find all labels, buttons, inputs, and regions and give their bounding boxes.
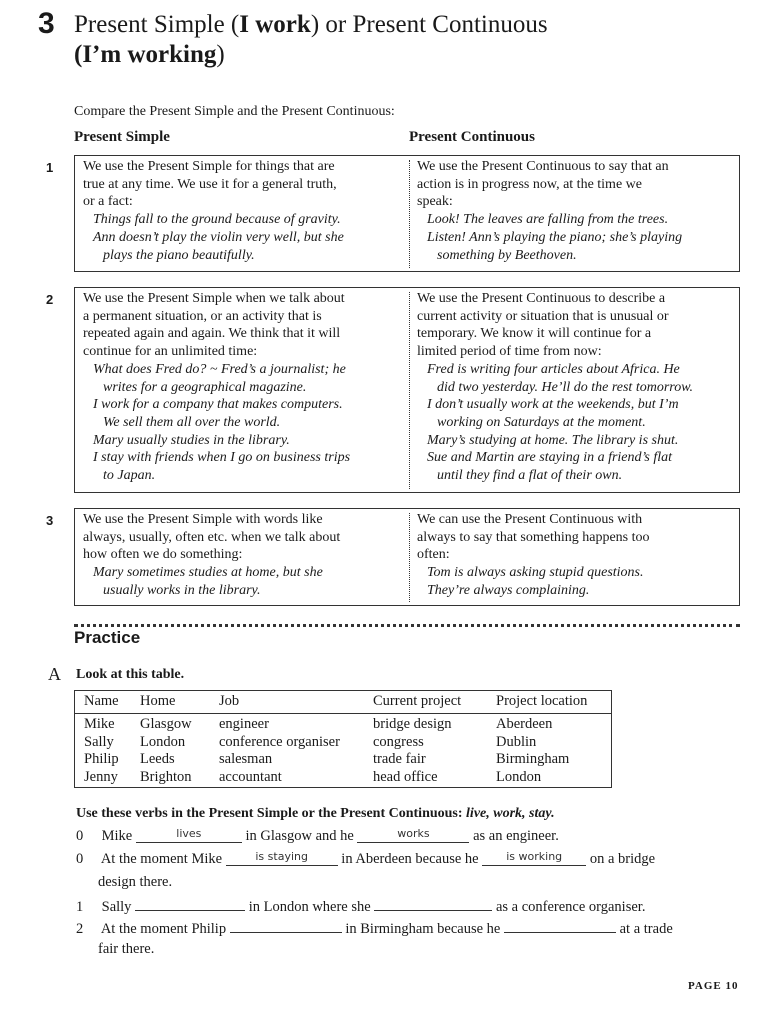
answer-blank[interactable]	[230, 918, 342, 933]
example-sentence: Mary sometimes studies at home, but she	[93, 565, 323, 581]
table-cell: Brighton	[140, 768, 192, 785]
example-sentence: did two yesterday. He’ll do the rest tomorrow.	[437, 379, 693, 395]
table-cell: Aberdeen	[496, 716, 553, 732]
example-sentence: working on Saturdays at the moment.	[437, 414, 646, 430]
table-cell: salesman	[219, 751, 273, 767]
title-part: Present Simple (	[74, 11, 240, 38]
column-heading-present-continuous: Present Continuous	[409, 129, 535, 145]
rule-text: or a fact:	[83, 194, 133, 210]
section-1-continuous	[417, 158, 737, 264]
unit-number: 3	[38, 7, 55, 40]
handwritten-answer: lives	[176, 827, 202, 840]
title-bold: I work	[239, 11, 311, 38]
item-text: as an engineer.	[473, 828, 559, 844]
example-sentence: Tom is always asking stupid questions.	[427, 565, 644, 581]
item-text: Mike	[101, 828, 133, 844]
table-cell: London	[496, 768, 542, 785]
item-continuation: design there.	[98, 874, 173, 890]
column-divider	[409, 292, 410, 489]
item-text: At the moment Mike	[100, 851, 223, 867]
example-sentence: Look! The leaves are falling from the trees.	[427, 212, 669, 228]
table-cell: Sally	[84, 733, 114, 750]
instruction-text: Use these verbs in the Present Simple or the Present Continuous:	[76, 806, 463, 821]
table-cell: accountant	[219, 768, 282, 785]
table-header-project-location: Project location	[496, 693, 588, 709]
answer-blank	[226, 851, 338, 866]
item-text: in London where she	[248, 899, 371, 915]
item-continuation: fair there.	[98, 941, 155, 957]
rule-text: limited period of time from now:	[417, 344, 602, 360]
table-header-job: Job	[219, 693, 240, 709]
section-1-simple	[83, 158, 403, 264]
section-number: 3	[46, 513, 54, 528]
section-2-continuous	[417, 290, 737, 485]
table-cell: Philip	[84, 751, 119, 767]
rule-text: We can use the Present Continuous with	[417, 512, 643, 527]
table-cell: conference organiser	[219, 733, 340, 750]
answer-blank	[136, 828, 242, 843]
item-number: 0	[76, 828, 84, 844]
section-3-simple	[83, 511, 403, 600]
example-sentence: Things fall to the ground because of gravity.	[93, 212, 341, 228]
item-text: on a bridge	[589, 851, 656, 867]
rule-text: speak:	[417, 194, 453, 210]
example-sentence: Fred is writing four articles about Africa. He	[427, 361, 680, 377]
section-3-continuous	[417, 511, 737, 600]
table-header-rule	[74, 713, 612, 714]
answer-blank[interactable]	[135, 896, 245, 911]
rule-text: always to say that something happens too	[417, 529, 650, 545]
rule-text: We use the Present Simple with words like	[83, 512, 323, 527]
answer-blank[interactable]	[504, 918, 616, 933]
example-sentence: Listen! Ann’s playing the piano; she’s playing	[427, 229, 683, 245]
column-heading-present-simple: Present Simple	[74, 129, 170, 145]
answer-blank	[357, 828, 469, 843]
section-2-simple	[83, 290, 403, 485]
rule-text: We use the Present Simple when we talk about	[83, 291, 345, 306]
rule-text: We use the Present Continuous to say that an	[417, 159, 669, 174]
exercise-item	[76, 918, 673, 938]
practice-heading: Practice	[74, 628, 141, 647]
example-sentence: Sue and Martin are staying in a friend’s flat	[427, 450, 672, 466]
title-part: ) or Present Continuous	[310, 11, 548, 38]
handwritten-answer: works	[397, 827, 430, 840]
answer-blank	[482, 851, 586, 866]
item-number: 0	[76, 851, 84, 867]
rule-text: repeated again and again. We think that it will	[83, 326, 341, 342]
exercise-instruction	[76, 806, 555, 822]
intro-text: Compare the Present Simple and the Present Continuous:	[74, 104, 395, 119]
example-sentence: I work for a company that makes computers.	[93, 397, 343, 413]
page-number: PAGE 10	[688, 980, 739, 992]
example-sentence: until they find a flat of their own.	[437, 468, 623, 484]
example-sentence: something by Beethoven.	[437, 247, 577, 263]
table-cell: Jenny	[84, 768, 118, 785]
dotted-separator	[74, 624, 740, 627]
table-header-current-project: Current project	[373, 693, 462, 709]
example-sentence: What does Fred do? ~ Fred’s a journalist; he	[93, 361, 346, 377]
table-cell: London	[140, 733, 186, 750]
table-header-home: Home	[140, 693, 176, 709]
rule-text: always, usually, often etc. when we talk about	[83, 529, 341, 545]
item-number: 1	[76, 899, 84, 915]
item-text: in Glasgow and he	[245, 828, 354, 844]
item-text: in Birmingham because he	[345, 921, 501, 937]
answer-blank[interactable]	[374, 896, 492, 911]
example-sentence: plays the piano beautifully.	[103, 247, 255, 263]
column-divider	[409, 513, 410, 602]
example-item	[76, 828, 559, 845]
example-sentence: They’re always complaining.	[427, 582, 590, 598]
exercise-prompt: Look at this table.	[76, 667, 185, 682]
example-sentence: writes for a geographical magazine.	[103, 379, 307, 395]
instruction-verbs: live, work, stay.	[466, 806, 555, 821]
example-sentence: I don’t usually work at the weekends, but I’m	[427, 397, 679, 413]
example-sentence: Ann doesn’t play the violin very well, but she	[93, 229, 344, 245]
rule-text: true at any time. We use it for a general truth,	[83, 176, 337, 192]
rule-text: continue for an unlimited time:	[83, 344, 258, 360]
rule-text: current activity or situation that is unusual or	[417, 308, 669, 324]
table-cell: congress	[373, 733, 424, 750]
table-cell: Dublin	[496, 733, 537, 750]
item-text: Sally	[101, 899, 132, 915]
table-cell: bridge design	[373, 716, 452, 732]
example-sentence: We sell them all over the world.	[103, 414, 281, 430]
example-sentence: to Japan.	[103, 468, 156, 484]
exercise-item	[76, 896, 645, 916]
example-sentence: usually works in the library.	[103, 582, 261, 598]
handwritten-answer: is working	[506, 850, 563, 863]
table-cell: Birmingham	[496, 751, 570, 767]
rule-text: often:	[417, 547, 450, 563]
rule-text: a permanent situation, or an activity that is	[83, 308, 322, 324]
table-cell: engineer	[219, 716, 269, 732]
table-cell: Mike	[84, 716, 115, 732]
table-cell: trade fair	[373, 751, 426, 767]
rule-text: how often we do something:	[83, 547, 243, 563]
title-bold: (I’m working	[74, 41, 217, 68]
column-divider	[409, 160, 410, 268]
rule-text: We use the Present Simple for things that are	[83, 159, 335, 174]
item-text: as a conference organiser.	[495, 899, 646, 915]
example-item	[76, 851, 655, 868]
unit-title	[74, 10, 754, 70]
handwritten-answer: is staying	[255, 850, 308, 863]
rule-text: We use the Present Continuous to describe a	[417, 291, 666, 306]
item-text: in Aberdeen because he	[341, 851, 479, 867]
table-cell: Glasgow	[140, 716, 192, 732]
example-sentence: Mary’s studying at home. The library is shut.	[427, 432, 679, 448]
rule-text: action is in progress now, at the time we	[417, 176, 642, 192]
rule-text: temporary. We know it will continue for a	[417, 326, 652, 342]
table-header-name: Name	[84, 693, 119, 709]
item-number: 2	[76, 921, 84, 937]
table-cell: head office	[373, 768, 438, 785]
section-number: 2	[46, 292, 54, 307]
exercise-letter: A	[48, 664, 61, 684]
title-part: )	[216, 41, 225, 68]
item-text: At the moment Philip	[100, 921, 227, 937]
item-text: at a trade	[619, 921, 673, 937]
section-number: 1	[46, 160, 54, 175]
example-sentence: Mary usually studies in the library.	[93, 432, 290, 448]
table-cell: Leeds	[140, 751, 175, 767]
example-sentence: I stay with friends when I go on business trips	[93, 450, 351, 466]
